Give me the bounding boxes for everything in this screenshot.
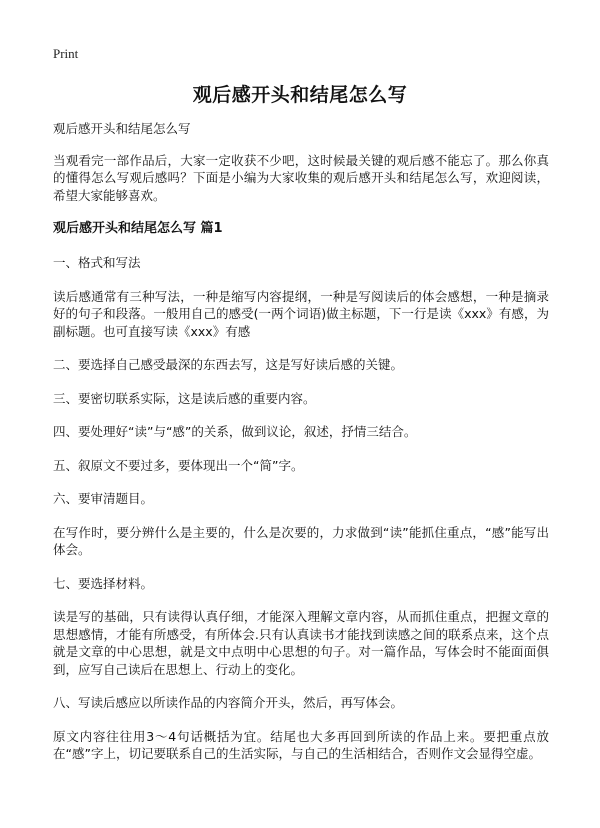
paragraph-format-body: 读后感通常有三种写法，一种是缩写内容提纲，一种是写阅读后的体会感想，一种是摘录好的句子和段落。一般用自己的感受(一两个词语)做主标题，下一行是读《xxx》有感，为副标题。也可直接写读《xxx》有感 bbox=[53, 288, 549, 339]
paragraph-point-5: 五、叙原文不要过多，要体现出一个“简”字。 bbox=[53, 457, 304, 473]
paragraph-point-6-body: 在写作时，要分辨什么是主要的，什么是次要的，力求做到“读”能抓住重点，“感”能写出体会。 bbox=[53, 524, 549, 557]
print-link[interactable]: Print bbox=[53, 46, 79, 61]
section-heading: 观后感开头和结尾怎么写 篇1 bbox=[53, 221, 223, 236]
paragraph-point-3: 三、要密切联系实际，这是读后感的重要内容。 bbox=[53, 390, 316, 406]
article-subtitle: 观后感开头和结尾怎么写 bbox=[53, 121, 191, 136]
paragraph-point-6: 六、要审清题目。 bbox=[53, 491, 154, 506]
article-body bbox=[53, 120, 549, 779]
paragraph-point-8-body: 原文内容往往用3～4句话概括为宜。结尾也大多再回到所读的作品上来。要把重点放在“感”字上，切记要联系自己的生活实际，与自己的生活相结合，否则作文会显得空虚。 bbox=[53, 728, 549, 761]
paragraph-point-8: 八、写读后感应以所读作品的内容简介开头，然后，再写体会。 bbox=[53, 695, 404, 710]
intro-paragraph: 当观看完一部作品后，大家一定收获不少吧，这时候最关键的观后感不能忘了。那么你真的懂得怎么写观后感吗？下面是小编为大家收集的观后感开头和结尾怎么写，欢迎阅读，希望大家能够喜欢。 bbox=[53, 152, 549, 203]
paragraph-point-7-body: 读是写的基础，只有读得认真仔细，才能深入理解文章内容，从而抓住重点，把握文章的思想感情，才能有所感受，有所体会.只有认真读书才能找到读感之间的联系点来，这个点就是文章的中心思想，就是文中点明中心思想的句子。对一篇作品，写体会时不能面面俱到，应写自己读后在思想上、行动上的变化。 bbox=[53, 609, 549, 677]
paragraph-point-4: 四、要处理好“读”与“感”的关系，做到议论，叙述，抒情三结合。 bbox=[53, 424, 417, 439]
page-title: 观后感开头和结尾怎么写 bbox=[192, 84, 408, 106]
paragraph-point-7: 七、要选择材料。 bbox=[53, 575, 154, 591]
paragraph-format-heading: 一、格式和写法 bbox=[53, 255, 141, 270]
paragraph-point-2: 二、要选择自己感受最深的东西去写，这是写好读后感的关键。 bbox=[53, 357, 404, 372]
